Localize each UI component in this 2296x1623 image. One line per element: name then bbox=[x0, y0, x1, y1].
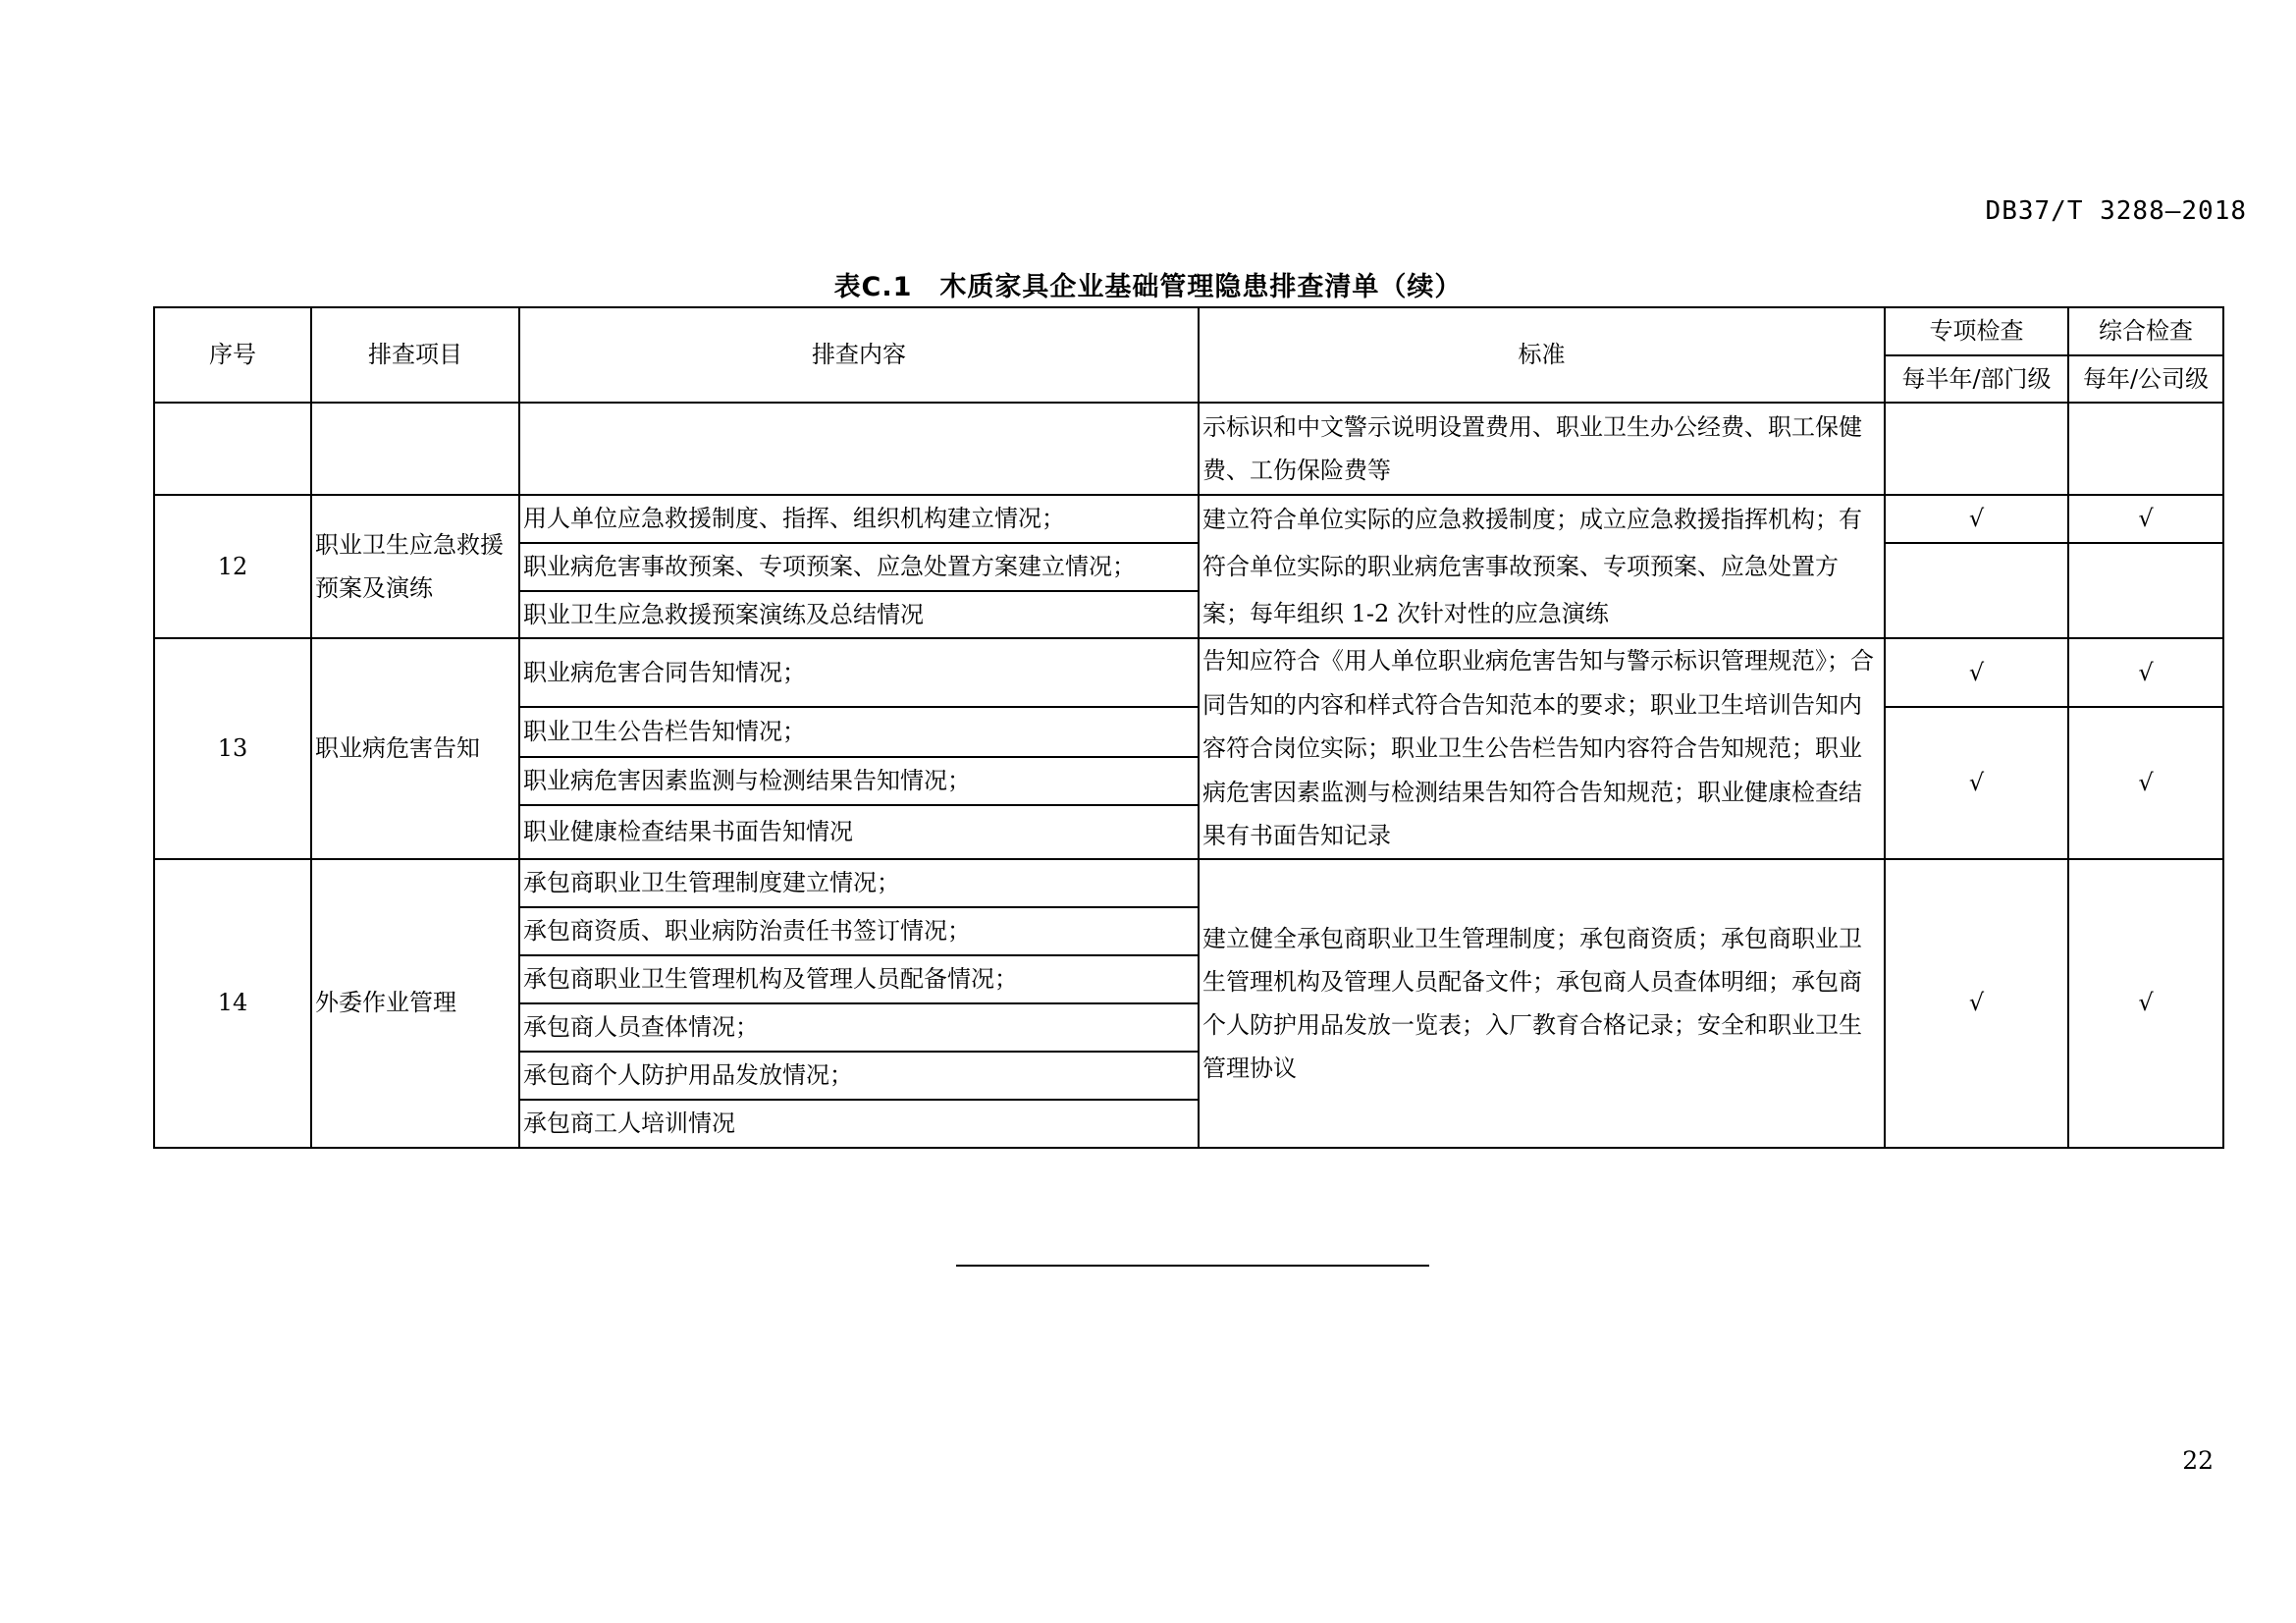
standard-cell: 告知应符合《用人单位职业病危害告知与警示标识管理规范》；合同告知的内容和样式符合告知范本的要求；职业卫生培训告知内容符合岗位实际；职业卫生公告栏告知内容符合告知规范；职业病危害因素监测与检测结果告知符合告知规范；职业健康检查结果有书面告知记录 bbox=[1199, 638, 1885, 859]
comprehensive-check-cell bbox=[2068, 403, 2223, 495]
special-check-cell bbox=[1885, 403, 2068, 495]
standard-cell: 建立符合单位实际的应急救援制度；成立应急救援指挥机构；有符合单位实际的职业病危害事故预案、专项预案、应急处置方案；每年组织 1-2 次针对性的应急演练 bbox=[1199, 495, 1885, 638]
content-cell: 承包商个人防护用品发放情况； bbox=[519, 1052, 1199, 1100]
content-cell: 职业病危害因素监测与检测结果告知情况； bbox=[519, 757, 1199, 805]
item-cell: 职业病危害告知 bbox=[311, 638, 519, 859]
comprehensive-check-mark: √ bbox=[2068, 707, 2223, 859]
table-row bbox=[154, 403, 2223, 495]
hazard-checklist-table bbox=[153, 306, 2224, 1149]
page-number: 22 bbox=[2182, 1446, 2214, 1475]
header-standard: 标准 bbox=[1199, 307, 1885, 403]
content-cell: 承包商人员查体情况； bbox=[519, 1003, 1199, 1052]
seq-cell: 13 bbox=[154, 638, 311, 859]
content-cell: 职业卫生公告栏告知情况； bbox=[519, 707, 1199, 757]
content-cell: 承包商资质、职业病防治责任书签订情况； bbox=[519, 907, 1199, 955]
content-cell: 职业病危害事故预案、专项预案、应急处置方案建立情况； bbox=[519, 543, 1199, 591]
header-comprehensive-check: 综合检查 bbox=[2068, 307, 2223, 355]
special-check-cell bbox=[1885, 543, 2068, 638]
comprehensive-check-cell bbox=[2068, 543, 2223, 638]
special-check-mark: √ bbox=[1885, 638, 2068, 707]
item-cell bbox=[311, 403, 519, 495]
special-check-mark: √ bbox=[1885, 859, 2068, 1148]
content-cell: 职业健康检查结果书面告知情况 bbox=[519, 805, 1199, 859]
content-cell: 承包商职业卫生管理机构及管理人员配备情况； bbox=[519, 955, 1199, 1003]
content-cell bbox=[519, 403, 1199, 495]
content-cell: 职业卫生应急救援预案演练及总结情况 bbox=[519, 591, 1199, 638]
content-cell: 承包商职业卫生管理制度建立情况； bbox=[519, 859, 1199, 907]
header-content: 排查内容 bbox=[519, 307, 1199, 403]
header-item: 排查项目 bbox=[311, 307, 519, 403]
header-special-frequency: 每半年/部门级 bbox=[1885, 355, 2068, 403]
content-cell: 用人单位应急救援制度、指挥、组织机构建立情况； bbox=[519, 495, 1199, 543]
comprehensive-check-mark: √ bbox=[2068, 859, 2223, 1148]
content-cell: 承包商工人培训情况 bbox=[519, 1100, 1199, 1148]
header-special-check: 专项检查 bbox=[1885, 307, 2068, 355]
item-cell: 职业卫生应急救援预案及演练 bbox=[311, 495, 519, 638]
item-cell: 外委作业管理 bbox=[311, 859, 519, 1148]
table-row bbox=[154, 859, 2223, 907]
comprehensive-check-mark: √ bbox=[2068, 638, 2223, 707]
header-seq: 序号 bbox=[154, 307, 311, 403]
seq-cell: 14 bbox=[154, 859, 311, 1148]
standard-cell: 建立健全承包商职业卫生管理制度；承包商资质；承包商职业卫生管理机构及管理人员配备文件；承包商人员查体明细；承包商个人防护用品发放一览表；入厂教育合格记录；安全和职业卫生管理协议 bbox=[1199, 859, 1885, 1148]
special-check-mark: √ bbox=[1885, 495, 2068, 543]
document-id: DB37/T 3288—2018 bbox=[1985, 196, 2247, 226]
end-of-section-rule bbox=[956, 1265, 1429, 1267]
content-cell: 职业病危害合同告知情况； bbox=[519, 638, 1199, 707]
special-check-mark: √ bbox=[1885, 707, 2068, 859]
table-title: 表C.1 木质家具企业基础管理隐患排查清单（续） bbox=[833, 272, 1463, 302]
table-row bbox=[154, 495, 2223, 543]
comprehensive-check-mark: √ bbox=[2068, 495, 2223, 543]
standard-cell: 示标识和中文警示说明设置费用、职业卫生办公经费、职工保健费、工伤保险费等 bbox=[1199, 403, 1885, 495]
seq-cell bbox=[154, 403, 311, 495]
header-comprehensive-frequency: 每年/公司级 bbox=[2068, 355, 2223, 403]
seq-cell: 12 bbox=[154, 495, 311, 638]
table-row bbox=[154, 638, 2223, 707]
